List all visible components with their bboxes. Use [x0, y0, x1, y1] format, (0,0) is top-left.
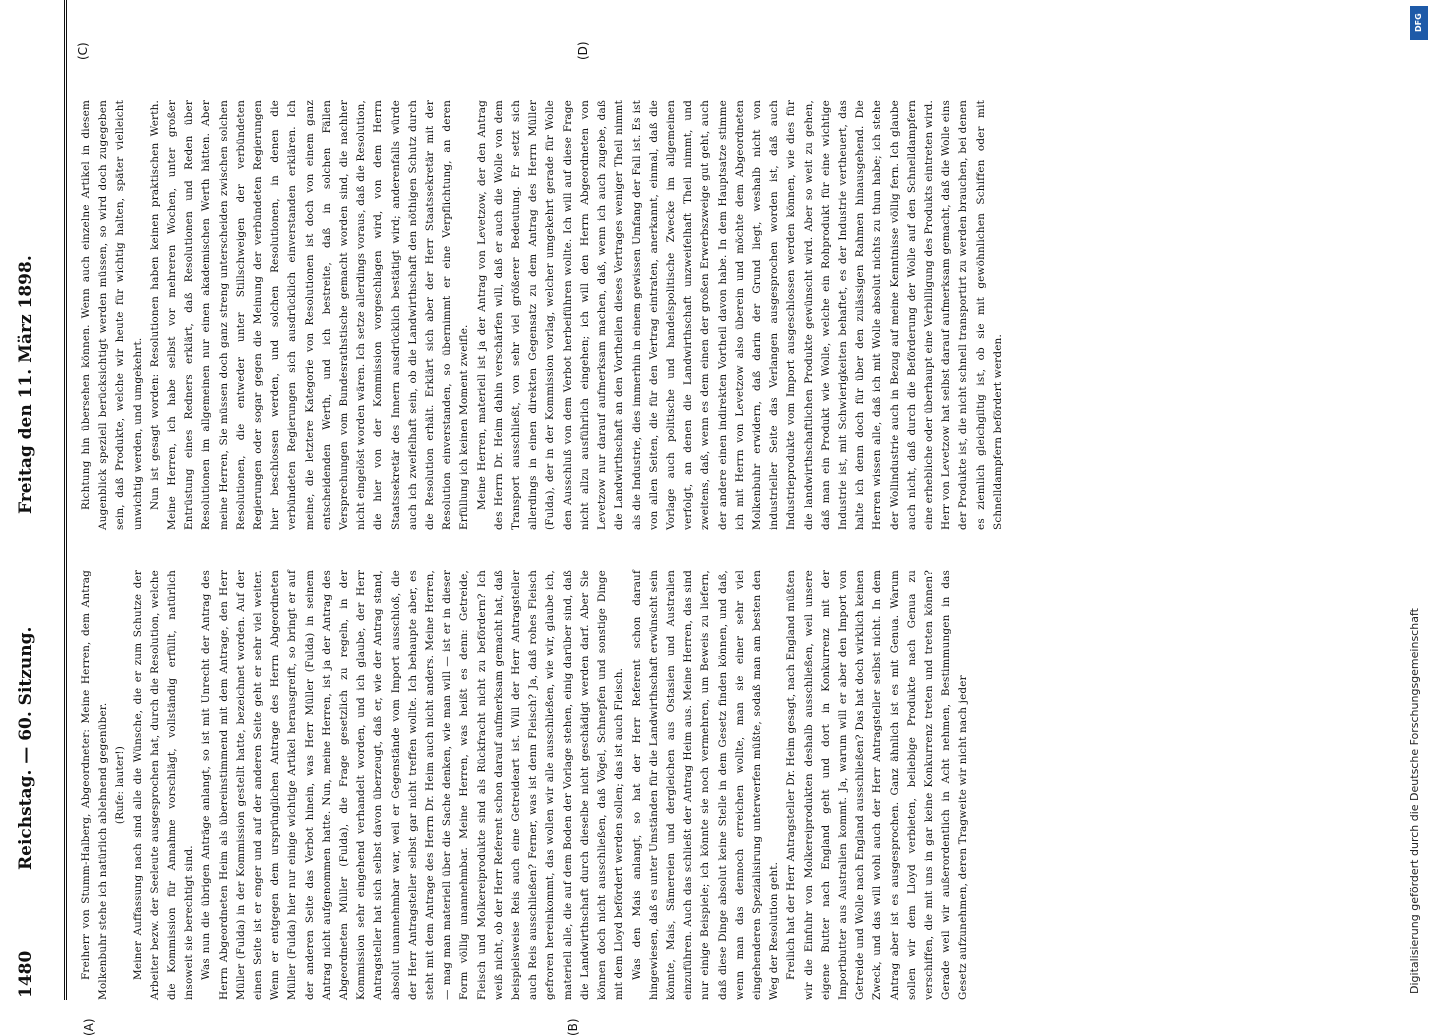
watermark-text: Digitalisierung gefördert durch die Deutsche Forschungsgemeinschaft: [1408, 608, 1421, 994]
paragraph: Freiherr von Stumm-Halberg, Abgeordneter: Meine Herren, dem Antrag Molkenbuhr stehe ich natürlich ablehnend gegenüber.: [80, 570, 110, 1000]
paragraph: Richtung hin übersehen können. Wenn auch einzelne Artikel in diesem Augenblick speziell berücksichtigt werden müssen, so wird doch zugegeben sein, daß Produkte, welche wir heute für wichtig halten, später vielleicht unwichtig werden, und umgekehrt.: [80, 100, 144, 530]
paragraph: Meiner Auffassung nach sind alle die Wünsche, die er zum Schutze der Arbeiter bezw. der Seeleute ausgesprochen hat, durch die Resolution, welche die Kommission für Annahme vorschlägt, vollständig erfüllt, natürlich insoweit sie berechtigt sind.: [131, 570, 196, 1000]
dfg-logo: DFG: [1410, 6, 1428, 40]
dfg-watermark: [1404, 0, 1434, 1000]
margin-mark-b: (B): [566, 1018, 580, 1036]
margin-mark-a: (A): [82, 1018, 96, 1036]
paragraph: Nun ist gesagt worden: Resolutionen haben keinen praktischen Werth. Meine Herren, ich habe selbst vor mehreren Wochen, unter großer Entrüstung eines Redners erklärt, daß Resolutionen und Reden über Resolutionen im allgemeinen nur einen akademischen Werth hätten. Aber meine Herren, Sie müssen doch ganz streng unterscheiden zwischen solchen Resolutionen, die entweder unter Stillschweigen der verbündeten Regierungen oder sogar gegen die Meinung der verbündeten Regierungen hier beschlossen werden, und solchen Resolutionen, in denen die verbündeten Regierungen sich ausdrücklich einverstanden erklären. Ich meine, die letztere Kategorie von Resolutionen ist doch von einem ganz entscheidenden Werth, und ich bestreite, daß in solchen Fällen Versprechungen vom Bundesrathstische gemacht worden sind, die nachher nicht eingelöst worden wären. Ich setze allerdings voraus, daß die Resolution, die hier von der Kommission vorgeschlagen wird, von dem Herrn Staatssekretär des Innern ausdrücklich bestätigt wird; anderenfalls würde auch ich zweifelhaft sein, ob die Landwirthschaft den nöthigen Schutz durch die Resolution erhält. Erklärt sich aber der Herr Staatssekretär mit der Resolution einverstanden, so übernimmt er eine Verpflichtung, an deren Erfüllung ich keinen Moment zweifle.: [148, 100, 471, 530]
paragraph: Was den Mais anlangt, so hat der Herr Referent schon darauf hingewiesen, daß es unter Umständen für die Landwirthschaft erwünscht sein könnte, Mais, Sämereien und dergleichen aus Ostasien und Australien einzuführen. Auch das schließt der Antrag Heim aus. Meine Herren, das sind nur einige Beispiele; ich könnte sie noch vermehren, um Beweis zu liefern, daß diese Dinge absolut keine Stelle in dem Gesetz finden können, und daß, wenn man das dennoch erreichen wollte, man sie einer sehr viel eingehenderen Spezialisirung unterwerfen müßte, sodaß man am besten den Weg der Resolution geht.: [630, 570, 781, 1000]
paragraph: Freilich hat der Herr Antragsteller Dr. Heim gesagt, nach England müßten wir die Einfuhr von Molkereiprodukten deshalb ausschließen, weil unsere eigene Butter nach England geht und dort in Konkurrenz mit der Importbutter aus Australien kommt. Ja, warum will er aber den Import von Getreide und Wolle nach England ausschließen? Das hat doch wirklich keinen Zweck, und das will wohl auch der Herr Antragsteller selbst nicht. In dem Antrag aber ist es ausgesprochen. Ganz ähnlich ist es mit Genua. Warum sollen wir dem Lloyd verbieten, beliebige Produkte nach Genua zu verschiffen, die mit uns in gar keine Konkurrenz treten und treten können? Gerade weil wir außerordentlich in Acht nehmen, Bestimmungen in das Gesetz aufzunehmen, deren Tragweite wir nicht nach jeder: [785, 570, 970, 1000]
running-title: Reichstag. — 60. Sitzung.: [16, 626, 36, 870]
paragraph: Was nun die übrigen Anträge anlangt, so ist mit Unrecht der Antrag des Herrn Abgeordneten Heim als übereinstimmend mit dem Antrage, den Herr Müller (Fulda) in der Kommission gestellt hatte, bezeichnet worden. Auf der einen Seite ist er enger und auf der anderen Seite geht er sehr viel weiter. Wenn er entgegen dem ursprünglichen Antrage des Herrn Abgeordneten Müller (Fulda) hier nur einige wichtige Artikel herausgreift, so bringt er auf der anderen Seite das Verbot hinein, was Herr Müller (Fulda) in seinem Antrag nicht aufgenommen hatte. Nun, meine Herren, ist ja der Antrag des Abgeordneten Müller (Fulda), die Frage gesetzlich zu regeln, in der Kommission sehr eingehend verhandelt worden, und ich glaube, der Herr Antragsteller hat sich selbst davon überzeugt, daß er, wie der Antrag stand, absolut unannehmbar war, weil er Gegenstände vom Import ausschloß, die der Herr Antragsteller selbst gar nicht treffen wollte. Ich behaupte aber, es steht mit dem Antrage des Herrn Dr. Heim auch nicht anders. Meine Herren, — mag man materiell über die Sache denken, wie man will — ist er in dieser Form völlig unannehmbar. Meine Herren, was heißt es denn: Getreide, Fleisch und Molkereiprodukte sind als Rückfracht nicht zu befördern? Ich weiß nicht, ob der Herr Referent schon darauf aufmerksam gemacht hat, daß beispielsweise Reis auch eine Getreideart ist. Will der Herr Antragsteller auch Reis ausschließen? Ferner, was ist denn Fleisch? Ja, daß rohes Fleisch gefroren hereinkommt, das wollen wir alle ausschließen, wie wir, glaube ich, materiell alle, die auf dem Boden der Vorlage stehen, einig darüber sind, daß die Landwirthschaft durch dieselbe nicht geschädigt werden darf. Aber Sie können doch nicht ausschließen, daß Vögel, Schnepfen und sonstige Dinge mit dem Lloyd befördert werden sollen; das ist auch Fleisch.: [200, 570, 626, 1000]
session-date: Freitag den 11. März 1898.: [16, 255, 36, 514]
right-column: [78, 100, 1007, 530]
paragraph: Meine Herren, materiell ist ja der Antrag von Levetzow, der den Antrag des Herrn Dr. Heim dahin verschärfen will, daß er auch die Wolle von dem Transport ausschließt, von sehr viel größerer Bedeutung. Er setzt sich allerdings in einen direkten Gegensatz zu dem Antrag des Herrn Müller (Fulda), der in der Kommission vorlag, welcher umgekehrt gerade für Wolle den Ausschluß von dem Verbot herbeiführen wollte. Ich will auf diese Frage nicht allzu ausführlich eingehen; ich will den Herrn Abgeordneten von Levetzow nur darauf aufmerksam machen, daß, wenn ich auch zugebe, daß die Landwirthschaft an den Vortheilen dieses Vertrages weniger Theil nimmt als die Industrie, dies immerhin in einem gewissen Umfang der Fall ist. Es ist von allen Seiten, die für den Vertrag eintraten, anerkannt, einmal, daß die Vorlage auch politische und handelspolitische Zwecke im allgemeinen verfolgt, an denen die Landwirthschaft unzweifelhaft Theil nimmt, und zweitens, daß, wenn es dem einen der großen Erwerbszweige gut geht, auch der andere einen indirekten Vortheil davon habe. In dem Hauptsatze stimme ich mit Herrn von Levetzow also überein und möchte dem Abgeordneten Molkenbuhr erwidern, daß darin der Grund liegt, weshalb nicht von industrieller Seite das Verlangen ausgesprochen worden ist, daß auch Industrieprodukte vom Import ausgeschlossen werden können, wie dies für die landwirthschaftlichen Produkte gewünscht wird. Aber so weit zu gehen, daß man ein Produkt wie Wolle, welche ein Rohprodukt für eine wichtige Industrie ist, mit Schwierigkeiten behaftet, es der Industrie vertheuert, das halte ich denn doch für über den zulässigen Rahmen hinausgehend. Die Herren wissen alle, daß ich mit Wolle absolut nichts zu thun habe; ich stehe der Wollindustrie auch in Bezug auf meine Kenntnisse völlig fern. Ich glaube auch nicht, daß durch die Beförderung der Wolle auf den Schnelldampfern eine erhebliche oder überhaupt eine Verbilligung des Produkts eintreten wird. Herr von Levetzow hat selbst darauf aufmerksam gemacht, daß die Wolle eins der Produkte ist, die nicht schnell transportirt zu werden brauchen, bei denen es ziemlich gleichgiltig ist, ob sie mit gewöhnlichen Schiffen oder mit Schnelldampfern befördert werden.: [475, 100, 1004, 530]
margin-mark-d: (D): [576, 41, 590, 60]
margin-mark-c: (C): [76, 42, 90, 60]
page-number: 1480: [16, 950, 36, 998]
paragraph: (Rufe: lauter!): [114, 745, 127, 825]
left-column: [78, 570, 973, 1000]
page-header: [10, 0, 67, 1000]
